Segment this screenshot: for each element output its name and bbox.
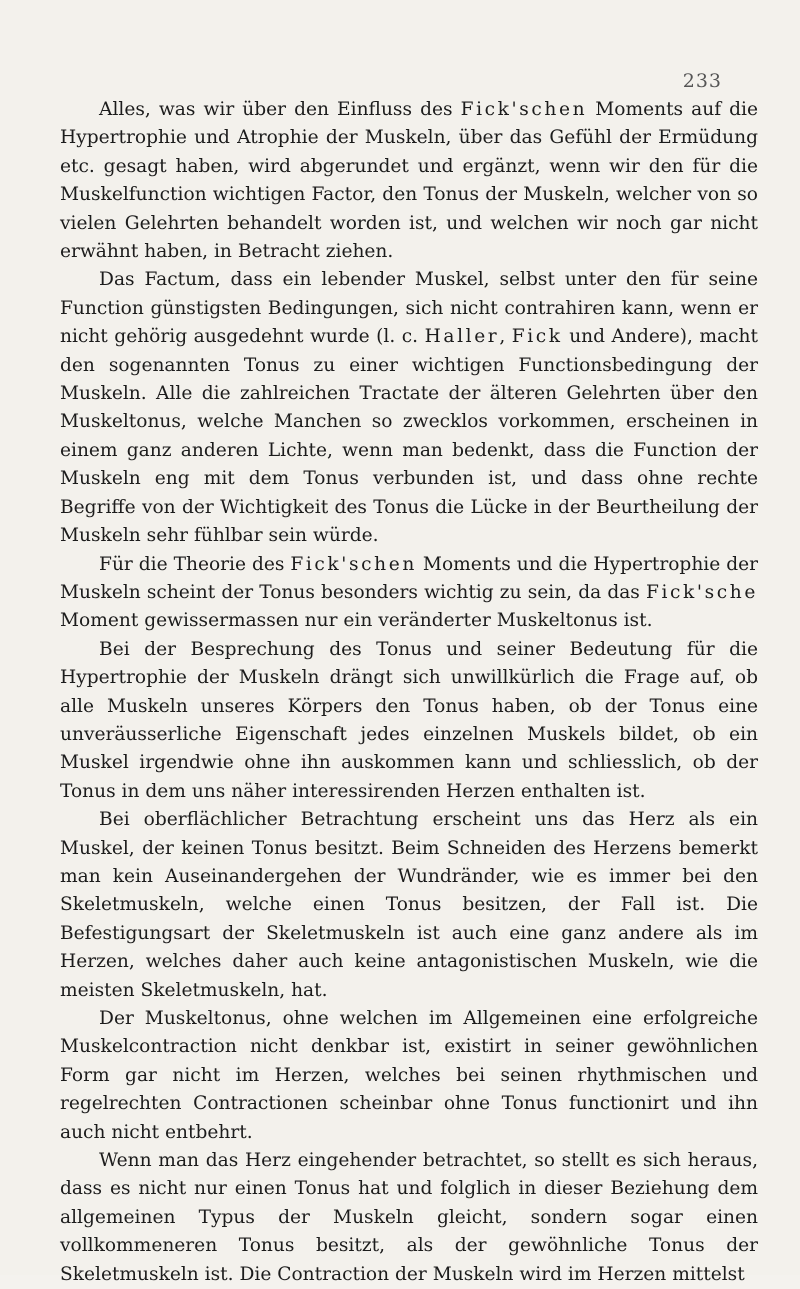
spaced-name: Fick'sche bbox=[645, 581, 758, 603]
paragraph-2 bbox=[60, 266, 758, 550]
text-run: Moments auf die Hypertrophie und Atrophie der Muskeln, über das Gefühl der Ermüdung etc. gesagt haben, wird abgerundet und ergänzt, wenn wir den für die Muskelfunction wichtigen Factor, den Tonus der Muskeln, welcher von so vielen Gelehrten behandelt worden ist, und welchen wir noch gar nicht erwähnt haben, in Betracht ziehen. bbox=[60, 99, 758, 263]
text-run: Moment gewissermassen nur ein veränderter Muskeltonus ist. bbox=[60, 610, 653, 632]
paragraph-5 bbox=[60, 806, 758, 1005]
text-run: Der Muskeltonus, ohne welchen im Allgemeinen eine erfolgreiche Muskelcontraction nicht denkbar ist, existirt in seiner gewöhnlichen Form gar nicht im Herzen, welches bei seinen rhythmischen und regelrechten Contractionen scheinbar ohne Tonus functionirt und ihn auch nicht entbehrt. bbox=[60, 1008, 758, 1143]
text-run: Das Factum, dass ein lebender Muskel, selbst unter den für seine Function günstigsten Bedingungen, sich nicht contrahiren kann, wenn er nicht gehörig ausgedehnt wurde (l. c. bbox=[60, 269, 758, 348]
page-number: 233 bbox=[682, 70, 722, 92]
body-text bbox=[60, 96, 758, 1289]
text-run: Wenn man das Herz eingehender betrachtet, so stellt es sich heraus, dass es nicht nur einen Tonus hat und folglich in dieser Beziehung dem allgemeinen Typus der Muskeln gleicht, sondern sogar einen vollkommeneren Tonus besitzt, als der gewöhnliche Tonus der Skeletmuskeln ist. Die Contraction der Muskeln wird im Herzen mittelst bbox=[60, 1150, 758, 1285]
spaced-name: Fick'schen bbox=[290, 553, 417, 575]
paragraph-6 bbox=[60, 1005, 758, 1147]
spaced-name: Fick'schen bbox=[460, 99, 588, 120]
spaced-name: Fick bbox=[511, 326, 563, 348]
text-run: Moments und die Hypertrophie der Muskeln scheint der Tonus besonders wichtig zu sein, da das bbox=[60, 553, 758, 603]
text-run: , bbox=[499, 326, 512, 348]
paragraph-7 bbox=[60, 1147, 758, 1289]
text-run: und Andere), macht den sogenannten Tonus zu einer wichtigen Functionsbedingung der Muskeln. Alle die zahlreichen Tractate der älteren Gelehrten über den Muskeltonus, welche Manchen so zwecklos vorkommen, erscheinen in einem ganz anderen Lichte, wenn man bedenkt, dass die Function der Muskeln eng mit dem Tonus verbunden ist, und dass ohne rechte Begriffe von der Wichtigkeit des Tonus die Lücke in der Beurtheilung der Muskeln sehr fühlbar sein würde. bbox=[60, 326, 758, 547]
paragraph-4 bbox=[60, 636, 758, 806]
text-run: Für die Theorie des bbox=[99, 553, 291, 575]
text-run: Bei der Besprechung des Tonus und seiner Bedeutung für die Hypertrophie der Muskeln drängt sich unwillkürlich die Frage auf, ob alle Muskeln unseres Körpers den Tonus haben, ob der Tonus eine unveräusserliche Eigenschaft jedes einzelnen Muskels bildet, ob ein Muskel irgendwie ohne ihn auskommen kann und schliesslich, ob der Tonus in dem uns näher interessirenden Herzen enthalten ist. bbox=[60, 638, 758, 802]
text-run: Bei oberflächlicher Betrachtung erscheint uns das Herz als ein Muskel, der keinen Tonus besitzt. Beim Schneiden des Herzens bemerkt man kein Auseinandergehen der Wundränder, wie es immer bei den Skeletmuskeln, welche einen Tonus besitzen, der Fall ist. Die Befestigungsart der Skeletmuskeln ist auch eine ganz andere als im Herzen, welches daher auch keine antagonistischen Muskeln, wie die meisten Skeletmuskeln, hat. bbox=[60, 809, 758, 1001]
paragraph-1 bbox=[60, 96, 758, 266]
text-run: Alles, was wir über den Einfluss des bbox=[99, 99, 461, 120]
spaced-name: Haller bbox=[424, 326, 500, 348]
paragraph-3 bbox=[60, 551, 758, 636]
